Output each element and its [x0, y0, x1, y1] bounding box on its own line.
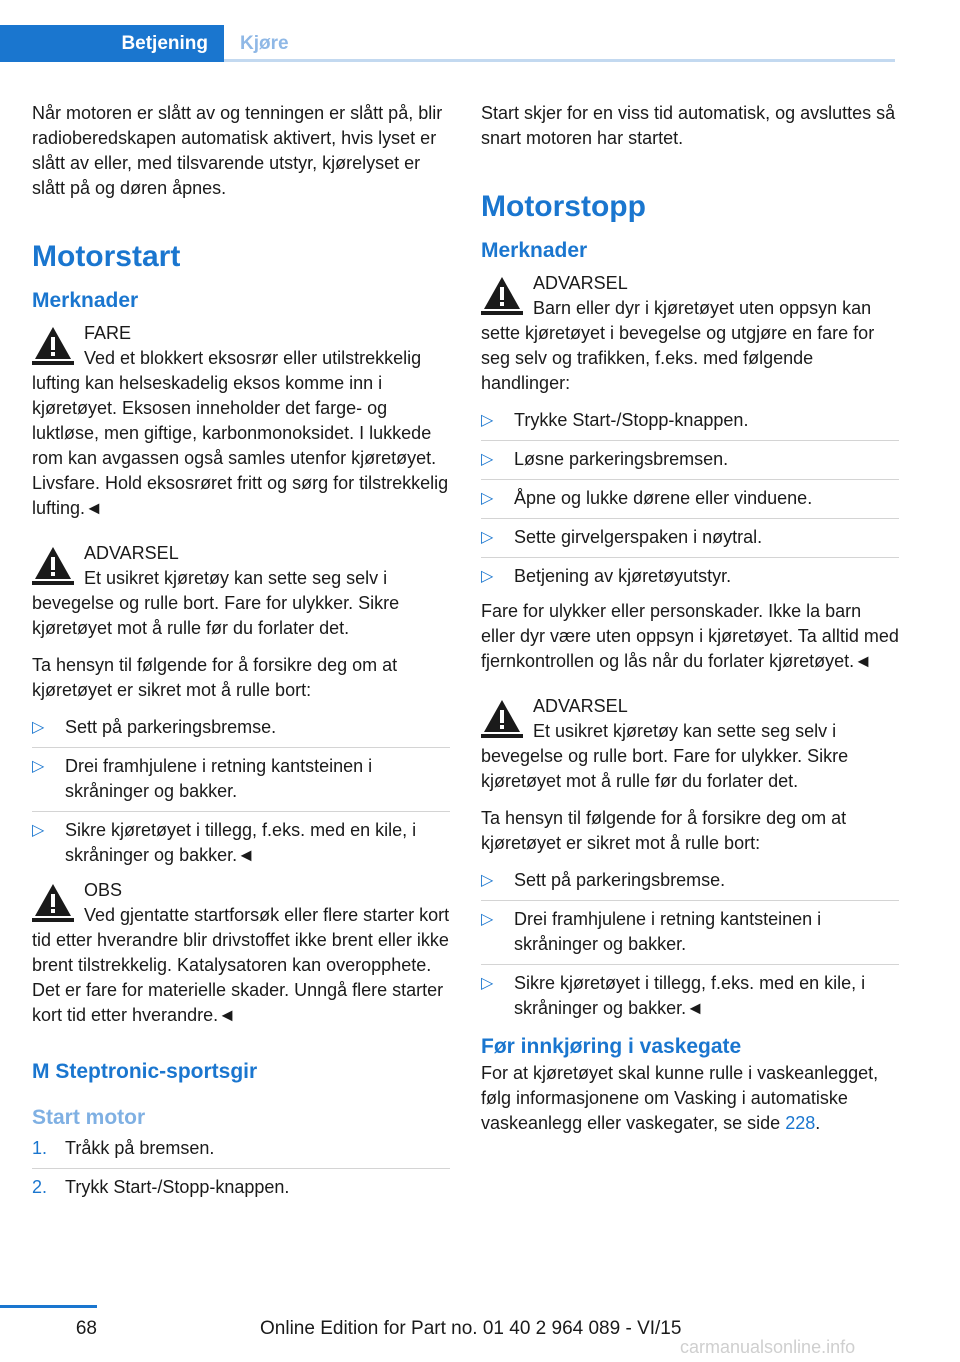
heading-merknader: Merknader: [481, 239, 588, 262]
warning-triangle-icon: [32, 543, 74, 585]
advarsel-list: [32, 715, 450, 868]
bullet-icon: ▷: [32, 719, 45, 736]
warning-advarsel: [32, 541, 450, 641]
warning-text: Ved gjentatte startforsøk eller flere starter kort tid etter hverandre blir drivstoffet ikke brent eller ikke brent tilstrekkelig. Katalysatoren kan overopphete. Det er fare for materielle skader. Unngå flere starter kort tid etter hverandre.◄: [32, 905, 450, 1025]
bullet-icon: ▷: [481, 872, 494, 889]
warning-advarsel-2: [481, 694, 899, 794]
warning-triangle-icon: [32, 880, 74, 922]
list-item: ▷ Løsne parkeringsbremsen.: [481, 440, 899, 472]
warning-obs: [32, 878, 450, 1028]
bullet-icon: ▷: [481, 451, 494, 468]
watermark: carmanualsonline.info: [680, 1337, 856, 1357]
bullet-icon: ▷: [32, 822, 45, 839]
warning-triangle-icon: [481, 696, 523, 738]
bullet-icon: ▷: [481, 490, 494, 507]
header-divider: [224, 59, 895, 62]
header-bar: [0, 25, 895, 62]
heading-motorstopp: Motorstopp: [481, 190, 646, 223]
bullet-icon: ▷: [481, 529, 494, 546]
footer-divider: [0, 1305, 97, 1308]
warning-title: ADVARSEL: [84, 543, 179, 563]
advarsel-follow: Ta hensyn til følgende for å forsikre deg om at kjøretøyet er sikret mot å rulle bort:: [481, 808, 847, 853]
bullet-icon: ▷: [481, 412, 494, 429]
edition-text: Online Edition for Part no. 01 40 2 964 089 - VI/15: [260, 1318, 682, 1339]
list-item: 2. Trykk Start-/Stopp-knappen.: [32, 1168, 450, 1200]
warning-text: Ved et blokkert eksosrør eller utilstrekkelig lufting kan helseskadelig eksos komme inn i kjøretøyet. Eksosen inneholder det farge- og luktløse, men giftige, karbonmonoksidet. I lukkede rom kan avgassen også samles utenfor kjøretøyet. Livsfare. Hold eksosrøret fritt og sørg for tilstrekkelig lufting.◄: [32, 348, 449, 518]
warning-title: ADVARSEL: [533, 696, 628, 716]
page-link[interactable]: 228: [785, 1113, 816, 1133]
advarsel-list: [481, 408, 899, 589]
warning-text: Et usikret kjøretøy kan sette seg selv i bevegelse og rulle bort. Fare for ulykker. Sikre kjøretøyet mot å rulle før du forlater det.: [32, 568, 400, 638]
warning-triangle-icon: [32, 323, 74, 365]
advarsel-after: Fare for ulykker eller personskader. Ikke la barn eller dyr være uten oppsyn i kjøretøyet. Ta alltid med fjernkontrollen og lås når du forlater kjøretøyet.◄: [481, 601, 899, 671]
bullet-icon: ▷: [481, 568, 494, 585]
right-column: [481, 101, 899, 1148]
tab-betjening[interactable]: Betjening: [0, 25, 224, 62]
bullet-icon: ▷: [481, 975, 494, 992]
heading-motorstart: Motorstart: [32, 240, 181, 273]
warning-title: FARE: [84, 323, 132, 343]
heading-merknader: Merknader: [32, 289, 139, 312]
list-item: ▷ Sikre kjøretøyet i tillegg, f.eks. med en kile, i skråninger og bakker.◄: [32, 811, 450, 868]
warning-title: OBS: [84, 880, 123, 900]
left-column: [32, 101, 450, 1210]
list-item: ▷ Sett på parkeringsbremse.: [481, 868, 899, 893]
advarsel-follow: Ta hensyn til følgende for å forsikre deg om at kjøretøyet er sikret mot å rulle bort:: [32, 655, 398, 700]
list-item: ▷ Sett på parkeringsbremse.: [32, 715, 450, 740]
intro-paragraph: Når motoren er slått av og tenningen er slått på, blir radioberedskapen automatisk aktivert, hvis lyset er slått av eller, med tilsvarende utstyr, kjørelyset er slått på og døren åpnes.: [32, 103, 443, 198]
warning-triangle-icon: [481, 273, 523, 315]
intro-paragraph: Start skjer for en viss tid automatisk, og avsluttes så snart motoren har startet.: [481, 103, 896, 148]
list-item: ▷ Sette girvelgerspaken i nøytral.: [481, 518, 899, 550]
step-number: 1.: [32, 1138, 48, 1158]
list-item: ▷ Betjening av kjøretøyutstyr.: [481, 557, 899, 589]
list-item: ▷ Åpne og lukke dørene eller vinduene.: [481, 479, 899, 511]
step-number: 2.: [32, 1177, 48, 1197]
warning-text: Et usikret kjøretøy kan sette seg selv i bevegelse og rulle bort. Fare for ulykker. Sikre kjøretøyet mot å rulle før du forlater det.: [481, 721, 849, 791]
bullet-icon: ▷: [481, 911, 494, 928]
heading-start-motor: Start motor: [32, 1106, 146, 1129]
warning-title: ADVARSEL: [533, 273, 628, 293]
list-item: 1. Tråkk på bremsen.: [32, 1136, 450, 1161]
heading-steptronic: M Steptronic-sportsgir: [32, 1060, 258, 1083]
list-item: ▷ Sikre kjøretøyet i tillegg, f.eks. med en kile, i skråninger og bakker.◄: [481, 964, 899, 1021]
list-item: ▷ Drei framhjulene i retning kantsteinen i skråninger og bakker.: [481, 900, 899, 957]
list-item: ▷ Drei framhjulene i retning kantsteinen i skråninger og bakker.: [32, 747, 450, 804]
vaskegate-paragraph: For at kjøretøyet skal kunne rulle i vaskeanlegget, følg informasjonene om Vasking i automatiske vaskeanlegg eller vaskegater, se side 228.: [481, 1063, 879, 1133]
warning-fare: [32, 321, 450, 521]
warning-text: Barn eller dyr i kjøretøyet uten oppsyn kan sette kjøretøyet i bevegelse og utgjøre en fare for seg selv og trafikken, f.eks. med følgende handlinger:: [481, 298, 875, 393]
warning-advarsel-1: [481, 271, 899, 396]
heading-vaskegate: Før innkjøring i vaskegate: [481, 1035, 742, 1058]
start-steps: [32, 1136, 450, 1200]
list-item: ▷ Trykke Start-/Stopp-knappen.: [481, 408, 899, 433]
page-number: 68: [75, 1318, 97, 1339]
advarsel-list: [481, 868, 899, 1021]
tab-kjore[interactable]: Kjøre: [240, 32, 289, 54]
bullet-icon: ▷: [32, 758, 45, 775]
